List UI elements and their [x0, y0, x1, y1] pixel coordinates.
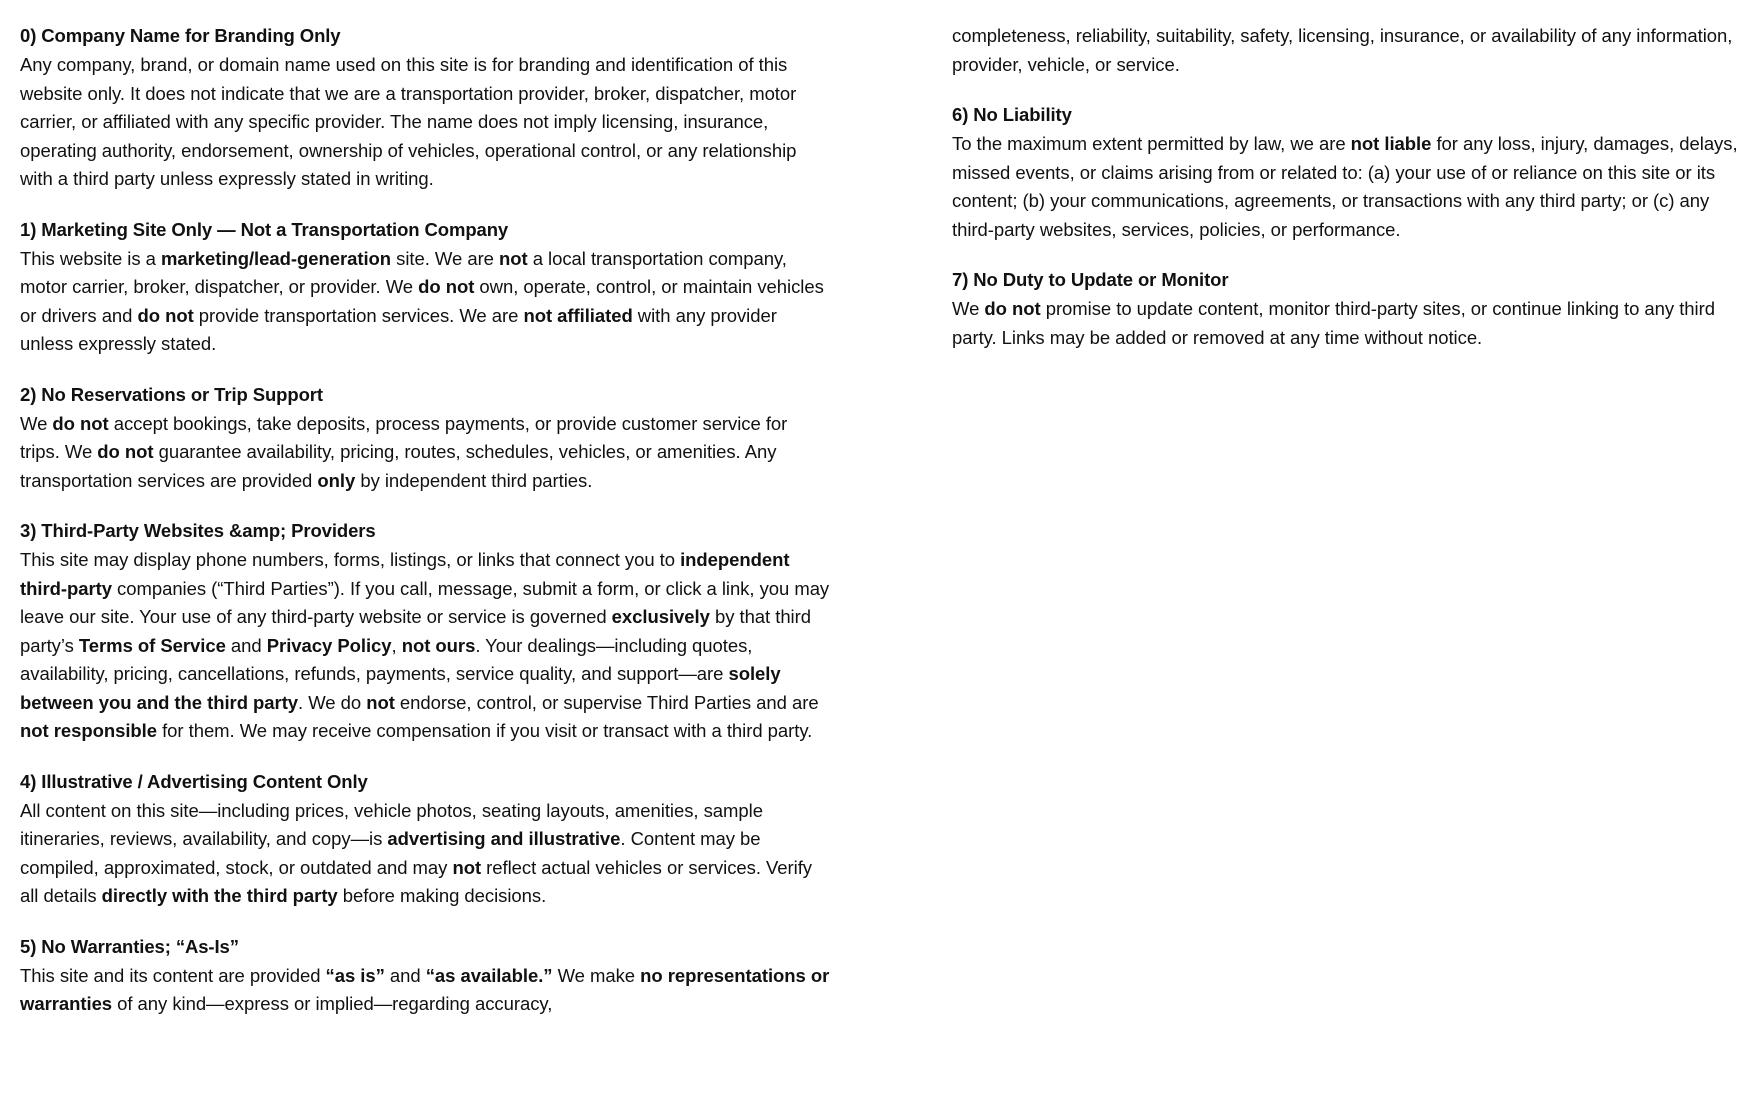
section-paragraph: completeness, reliability, suitability, safety, licensing, insurance, or availability of any information, provider, vehicle, or service. [952, 25, 1733, 75]
section-company-name-branding [20, 22, 830, 194]
section-marketing-site-only [20, 216, 830, 359]
section-heading: 3) Third-Party Websites &amp; Providers [20, 520, 376, 541]
section-paragraph: This website is a marketing/lead-generation site. We are not a local transportation company, motor carrier, broker, dispatcher, or provider. We do not own, operate, control, or maintain vehicles or drivers and do not provide transportation services. We are not affiliated with any provider unless expressly stated. [20, 247, 824, 354]
section-paragraph: To the maximum extent permitted by law, we are not liable for any loss, injury, damages, delays, missed events, or claims arising from or related to: (a) your use of or reliance on this site or its content; (b) your communications, agreements, or transactions with any third party; or (c) any third-party websites, services, policies, or performance. [952, 133, 1738, 240]
section-illustrative-content [20, 768, 830, 911]
section-heading: 0) Company Name for Branding Only [20, 25, 341, 46]
section-heading: 2) No Reservations or Trip Support [20, 383, 323, 405]
section-heading: 1) Marketing Site Only — Not a Transportation Company [20, 218, 509, 240]
section-paragraph: This site may display phone numbers, forms, listings, or links that connect you to independent third-party companies (“Third Parties”). If you call, message, submit a form, or click a link, you may leave our site. Your use of any third-party website or service is governed exclusively by that third party’s Terms of Service and Privacy Policy, not ours. Your dealings—including quotes, availability, pricing, cancellations, refunds, payments, service quality, and support—are solely between you and the third party. We do not endorse, control, or supervise Third Parties and are not responsible for them. We may receive compensation if you visit or transact with a third party. [20, 549, 830, 741]
section-paragraph: This site and its content are provided “as is” and “as available.” We make no representations or warranties of any kind—express or implied—regarding accuracy, [20, 964, 830, 1014]
section-paragraph: All content on this site—including prices, vehicle photos, seating layouts, amenities, sample itineraries, reviews, availability, and copy—is advertising and illustrative. Content may be compiled, approximated, stock, or outdated and may not reflect actual vehicles or services. Verify all details directly with the third party before making decisions. [20, 799, 812, 906]
section-paragraph: Any company, brand, or domain name used on this site is for branding and identification of this website only. It does not indicate that we are a transportation provider, broker, dispatcher, motor carrier, or affiliated with any specific provider. The name does not imply licensing, insurance, operating authority, endorsement, ownership of vehicles, operational control, or any relationship with a third party unless expressly stated in writing. [20, 54, 797, 189]
section-paragraph: We do not accept bookings, take deposits, process payments, or provide customer service for trips. We do not guarantee availability, pricing, routes, schedules, vehicles, or amenities. Any transportation services are provided only by independent third parties. [20, 412, 788, 491]
section-heading: 4) Illustrative / Advertising Content Only [20, 770, 368, 792]
section-no-reservations [20, 381, 830, 496]
section-third-party-websites [20, 517, 830, 746]
two-column-layout [0, 22, 1752, 1041]
section-paragraph: We do not promise to update content, monitor third-party sites, or continue linking to any third party. Links may be added or removed at any time without notice. [952, 298, 1715, 348]
section-heading: 5) No Warranties; “As-Is” [20, 935, 239, 957]
section-no-duty-to-update [952, 266, 1752, 352]
right-column [952, 22, 1752, 374]
section-no-liability [952, 101, 1752, 244]
section-heading: 7) No Duty to Update or Monitor [952, 269, 1229, 290]
left-column [20, 22, 830, 1041]
section-heading: 6) No Liability [952, 104, 1072, 125]
section-no-warranties-continued [952, 22, 1752, 79]
section-no-warranties [20, 933, 830, 1019]
